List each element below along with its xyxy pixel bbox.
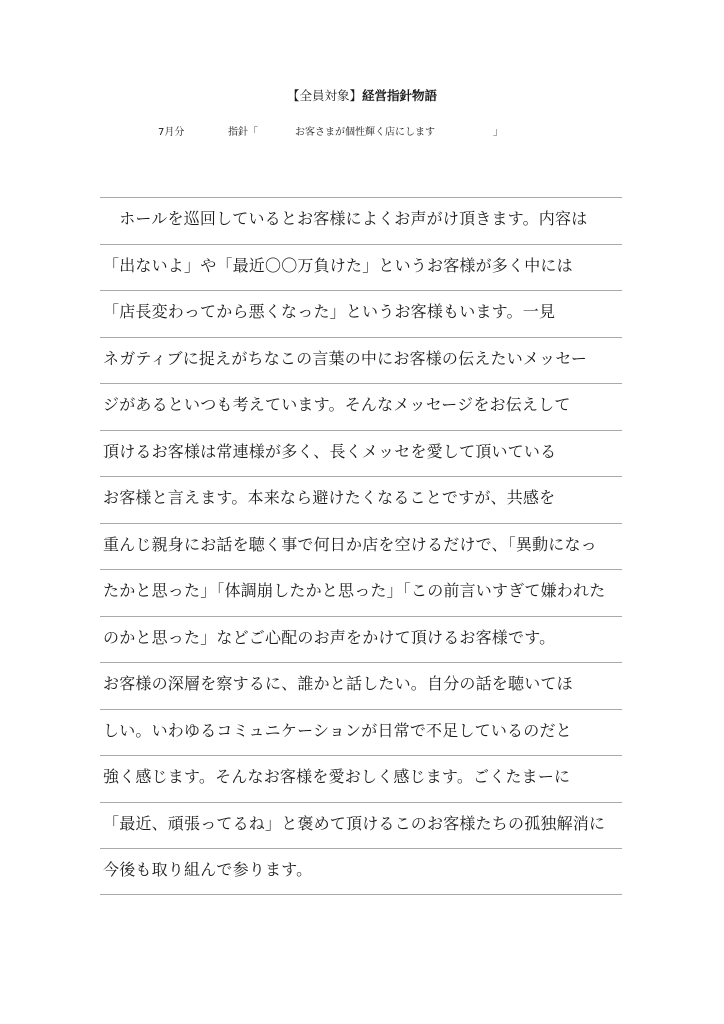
motto-label: 指針「	[228, 127, 258, 138]
ruled-line	[100, 569, 622, 616]
body-line: 重んじ親身にお話を聴く事で何日か店を空けるだけで、「異動になっ	[103, 534, 597, 554]
motto-close-bracket: 」	[493, 127, 503, 138]
ruled-line	[100, 662, 622, 709]
body-line: 今後も取り組んで参ります。	[103, 860, 313, 879]
body-line: ホールを巡回しているとお客様によくお声がけ頂きます。内容は	[103, 209, 588, 228]
body-line: 強く感じます。そんなお客様を愛おしく感じます。ごくたまーに	[103, 767, 571, 786]
ruled-line	[100, 290, 622, 337]
ruled-line	[100, 383, 622, 430]
month-label: 7月分	[158, 127, 185, 138]
ruled-line	[100, 476, 622, 523]
body-line: 「出ないよ」や「最近〇〇万負けた」というお客様が多く中には	[103, 255, 573, 275]
ruled-line	[100, 244, 622, 291]
ruled-line	[100, 616, 622, 663]
motto-text: お客さまが個性輝く店にします	[295, 127, 435, 138]
page-title	[0, 86, 724, 104]
body-line: のかと思った」などご心配のお声をかけて頂けるお客様です。	[103, 627, 556, 647]
body-line: たかと思った」「体調崩したかと思った」「この前言いすぎて嫌われた	[103, 581, 606, 600]
ruled-line	[100, 430, 622, 477]
body-line: お客様の深層を察するに、誰かと話したい。自分の話を聴いてほ	[103, 674, 573, 693]
ruled-line	[100, 802, 622, 849]
ruled-line	[100, 337, 622, 384]
title-audience-tag: 【全員対象】	[286, 88, 362, 103]
body-line: 頂けるお客様は常連様が多く、長くメッセを愛して頂いている	[103, 441, 557, 461]
ruled-line	[100, 709, 622, 756]
ruled-line	[100, 197, 622, 244]
subtitle-row	[0, 123, 724, 139]
body-line: 「最近、頑張ってるね」と褒めて頂けるこのお客様たちの孤独解消に	[103, 813, 606, 833]
body-line: ジがあるといつも考えています。そんなメッセージをお伝えして	[103, 395, 571, 414]
body-line: 「店長変わってから悪くなった」というお客様もいます。一見	[103, 302, 556, 321]
body-line: しい。いわゆるコミュニケーションが日常で不足しているのだと	[103, 720, 572, 740]
body-line: お客様と言えます。本来なら避けたくなることですが、共感を	[103, 488, 556, 507]
ruled-line	[100, 523, 622, 570]
ruled-line	[100, 848, 622, 895]
ruled-line	[100, 755, 622, 802]
title-main: 経営指針物語	[362, 88, 438, 103]
ruled-text-body	[100, 197, 622, 895]
body-line: ネガティブに捉えがちなこの言葉の中にお客様の伝えたいメッセー	[103, 348, 588, 368]
